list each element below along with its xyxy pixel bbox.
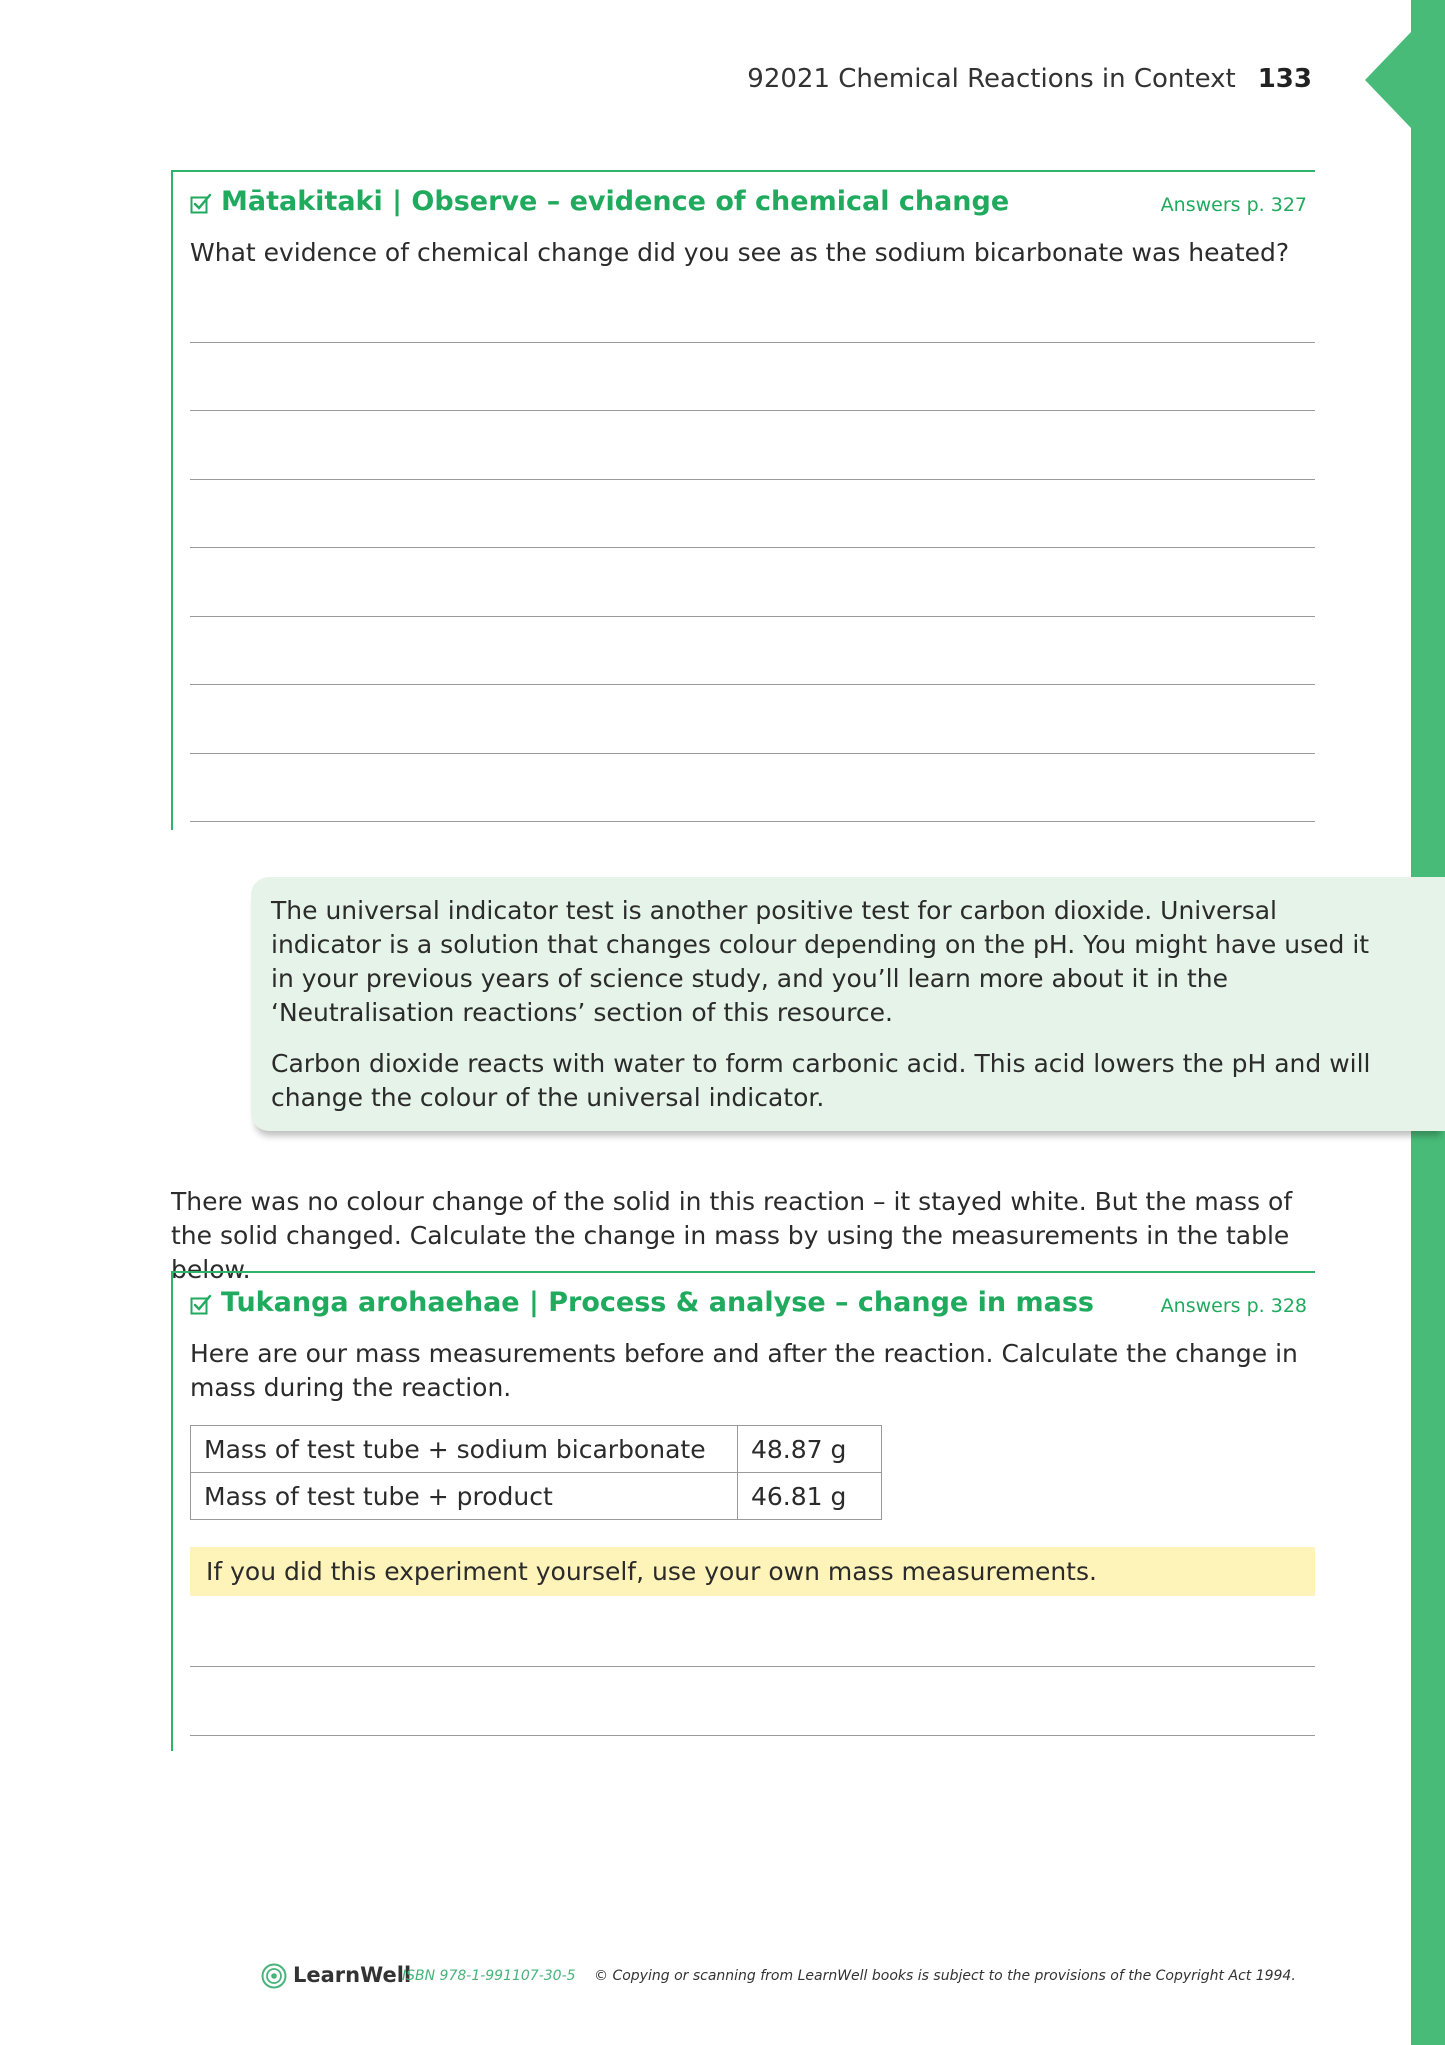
observe-activity-header	[190, 186, 1307, 226]
checkbox-tick-icon	[190, 1294, 212, 1316]
table-row	[191, 1473, 882, 1520]
answer-line[interactable]	[190, 342, 1315, 343]
process-activity-title: Tukanga arohaehae | Process & analyse – change in mass	[221, 1287, 1095, 1318]
answer-line[interactable]	[190, 821, 1315, 822]
answer-line[interactable]	[190, 410, 1315, 411]
process-activity-header	[190, 1287, 1307, 1327]
process-answers-reference: Answers p. 328	[1160, 1295, 1307, 1317]
table-row	[191, 1426, 882, 1473]
brand-name: LearnWell	[293, 1963, 412, 1987]
answer-line[interactable]	[190, 616, 1315, 617]
answer-line[interactable]	[190, 1666, 1315, 1667]
checkbox-tick-icon	[190, 193, 212, 215]
table-cell-label: Mass of test tube + sodium bicarbonate	[191, 1426, 738, 1473]
answer-line[interactable]	[190, 547, 1315, 548]
callout-paragraph-carbonic-acid: Carbon dioxide reacts with water to form carbonic acid. This acid lowers the pH and will change the colour of the universal indicator.	[271, 1049, 1371, 1112]
page-tab-marker	[1365, 32, 1411, 128]
callout-paragraph-indicator: The universal indicator test is another positive test for carbon dioxide. Universal indicator is a solution that changes colour depending on the pH. You might have used it in your previous years of science study, and you’ll learn more about it in the ‘Neutralisation reactions’ section of this resource.	[271, 896, 1370, 1027]
observe-answers-reference: Answers p. 327	[1160, 194, 1307, 216]
running-head	[747, 64, 1312, 94]
highlight-note: If you did this experiment yourself, use your own mass measurements.	[190, 1547, 1315, 1596]
running-title: 92021 Chemical Reactions in Context	[747, 64, 1236, 94]
isbn-text: ISBN 978-1-991107-30-5	[402, 1968, 576, 1984]
observe-question: What evidence of chemical change did you see as the sodium bicarbonate was heated?	[190, 238, 1290, 267]
table-cell-value: 46.81 g	[738, 1473, 882, 1520]
mass-measurements-table	[190, 1425, 882, 1520]
table-cell-label: Mass of test tube + product	[191, 1473, 738, 1520]
answer-line[interactable]	[190, 684, 1315, 685]
page-number: 133	[1257, 64, 1312, 94]
process-instruction: Here are our mass measurements before and after the reaction. Calculate the change in mass during the reaction.	[190, 1339, 1298, 1402]
observe-activity-title: Mātakitaki | Observe – evidence of chemical change	[221, 186, 1010, 217]
body-paragraph: There was no colour change of the solid in this reaction – it stayed white. But the mass of the solid changed. Calculate the change in mass by using the measurements in the table below.	[171, 1187, 1293, 1284]
copyright-notice: © Copying or scanning from LearnWell books is subject to the provisions of the Copyright Act 1994.	[594, 1968, 1296, 1984]
table-cell-value: 48.87 g	[738, 1426, 882, 1473]
observe-activity-box	[171, 170, 1315, 830]
answer-line[interactable]	[190, 479, 1315, 480]
answer-line[interactable]	[190, 1735, 1315, 1736]
info-callout	[251, 877, 1445, 1131]
learnwell-logo-icon	[261, 1963, 287, 1989]
answer-line[interactable]	[190, 753, 1315, 754]
